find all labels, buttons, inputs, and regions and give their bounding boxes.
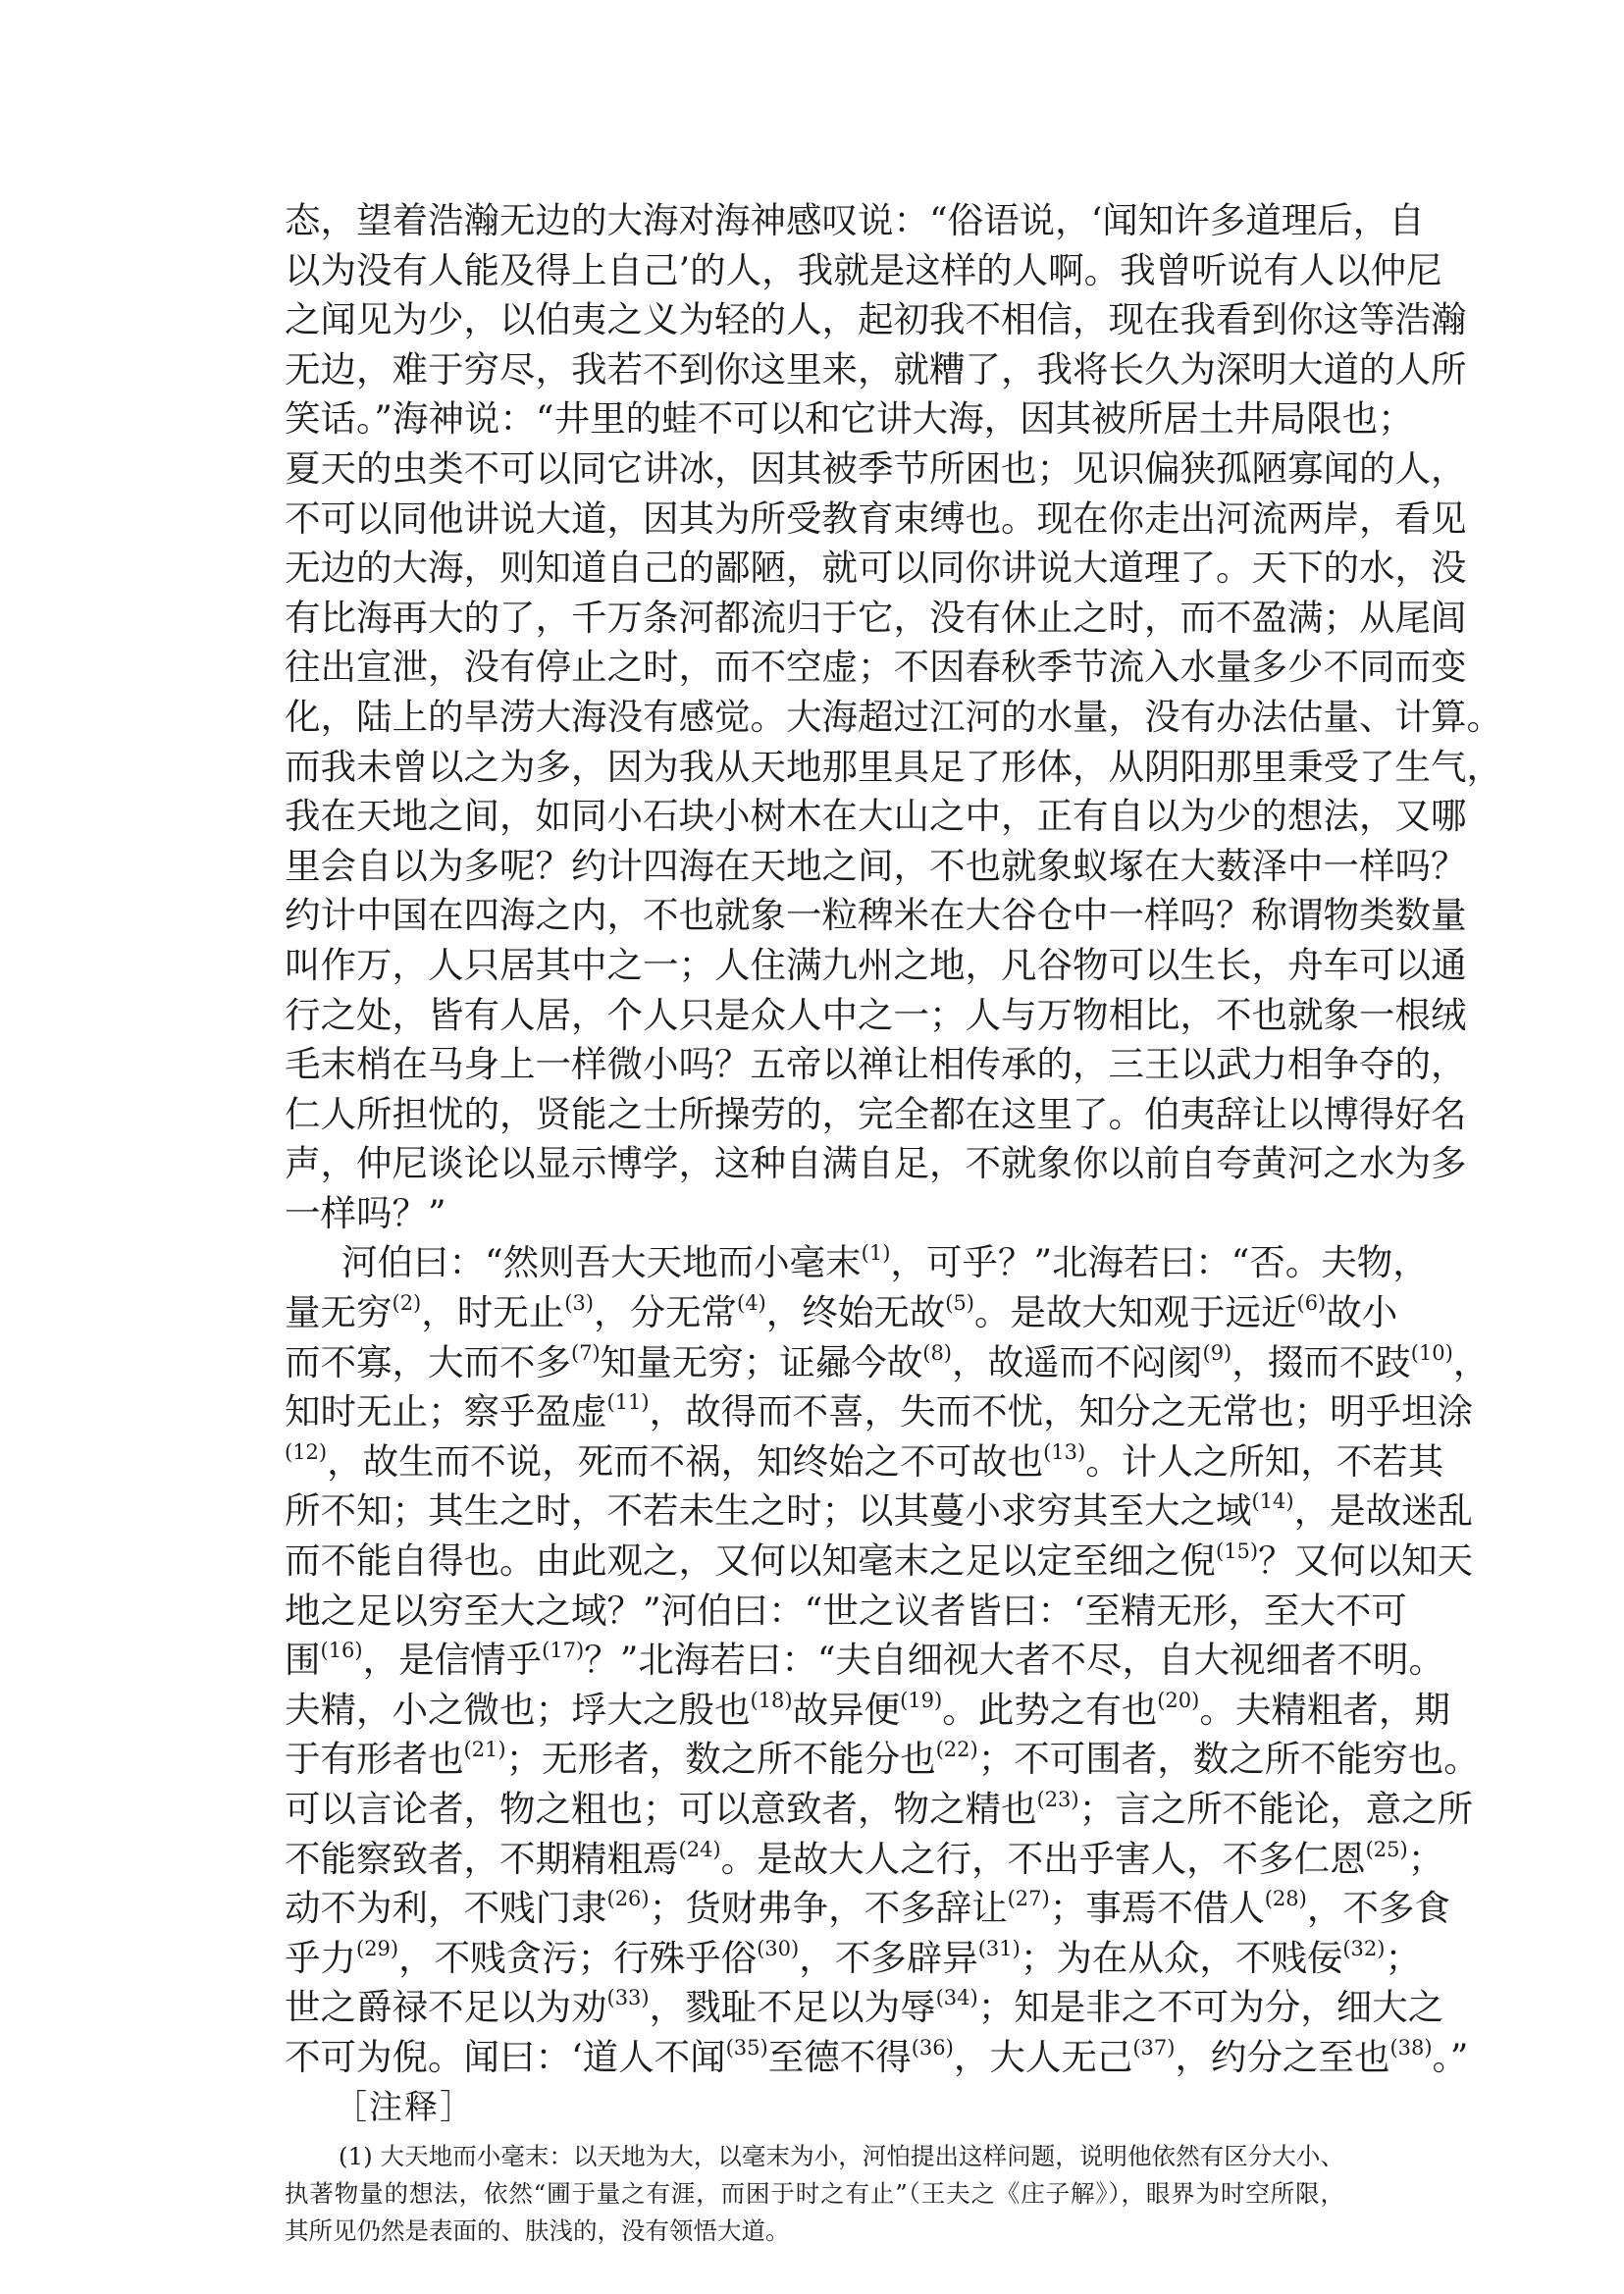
note-line: 执著物量的想法，依然“圃于量之有涯，而困于时之有止”（王夫之《庄子解》），眼界为时空所限， bbox=[285, 2178, 1344, 2208]
text-line: 以为没有人能及得上自己’的人，我就是这样的人啊。我曾听说有人以仲尼 bbox=[285, 248, 1442, 291]
text-line: 量无穷$^{(2)}$，时无止$^{(3)}$，分无常$^{(4)}$，终始无故$^{(5)}$。是故大知观于远近$^{(6)}$故小 bbox=[285, 1291, 1398, 1334]
footnote-ref: (4) bbox=[737, 1291, 766, 1316]
footnote-ref: (28) bbox=[1264, 1887, 1307, 1911]
footnote-ref: (10) bbox=[1410, 1340, 1453, 1365]
text-line: 世之爵禄不足以为劝$^{(33)}$，戮耻不足以为辱$^{(34)}$；知是非之不可为分，细大之 bbox=[285, 1986, 1444, 2029]
text-line: 声，仲尼谈论以显示博学，这种自满自足，不就象你以前自夸黄河之水为多 bbox=[285, 1142, 1467, 1185]
footnote-ref: (23) bbox=[1036, 1788, 1079, 1811]
text-line: 往出宣泄，没有停止之时，而不空虚；不因春秋季节流入水量多少不同而变 bbox=[285, 646, 1467, 689]
footnote-ref: (22) bbox=[935, 1738, 978, 1762]
footnote-ref: (33) bbox=[606, 1986, 650, 2010]
text-line: 知时无止；察乎盈虚$^{(11)}$，故得而不喜，失而不忧，知分之无常也；明乎坦涂 bbox=[285, 1390, 1474, 1434]
text-line: 约计中国在四海之内，不也就象一粒稗米在大谷仓中一样吗？称谓物类数量 bbox=[285, 894, 1467, 937]
footnote-ref: (17) bbox=[542, 1639, 585, 1663]
classical-paragraph bbox=[285, 1238, 1490, 2082]
footnote-ref: (20) bbox=[1157, 1688, 1200, 1712]
text-line: 不可为倪。闻曰：‘道人不闻$^{(35)}$至德不得$^{(36)}$，大人无己$^{(37)}$，约分之至也$^{(38)}$。” bbox=[285, 2035, 1469, 2078]
text-line: 之闻见为少，以伯夷之义为轻的人，起初我不相信，现在我看到你这等浩瀚 bbox=[285, 298, 1467, 341]
footnote-ref: (37) bbox=[1132, 2035, 1176, 2059]
text-line: 我在天地之间，如同小石块小树木在大山之中，正有自以为少的想法，又哪 bbox=[285, 795, 1467, 838]
translation-paragraph bbox=[285, 196, 1502, 1238]
text-line: 夏天的虫类不可以同它讲冰，因其被季节所困也；见识偏狭孤陋寡闻的人， bbox=[285, 446, 1467, 490]
footnote-ref: (7) bbox=[571, 1340, 601, 1365]
footnote-ref: (36) bbox=[911, 2035, 954, 2059]
footnote-ref: (34) bbox=[935, 1986, 978, 2010]
footnote-ref: (27) bbox=[1007, 1887, 1050, 1911]
footnote-ref: (26) bbox=[606, 1887, 650, 1911]
footnote-ref: (14) bbox=[1251, 1489, 1294, 1514]
footnote-ref: (11) bbox=[606, 1390, 650, 1415]
footnote-ref: (9) bbox=[1202, 1340, 1232, 1365]
footnote-ref: (12) bbox=[285, 1439, 328, 1464]
footnote-ref: (2) bbox=[392, 1291, 422, 1316]
text-line: 河伯曰：“然则吾大天地而小毫末$^{(1)}$，可乎？”北海若曰：“否。夫物， bbox=[341, 1241, 1429, 1284]
text-line: 里会自以为多呢？约计四海在天地之间，不也就象蚁塚在大薮泽中一样吗？ bbox=[285, 844, 1467, 887]
text-line: 无边，难于穷尽，我若不到你这里来，就糟了，我将长久为深明大道的人所 bbox=[285, 347, 1467, 391]
text-line: 态，望着浩瀚无边的大海对海神感叹说：“俗语说，‘闻知许多道理后，自 bbox=[285, 199, 1425, 241]
footnote-ref: (16) bbox=[320, 1639, 363, 1663]
text-line: $^{(12)}$，故生而不说，死而不祸，知终始之不可故也$^{(13)}$。计人之所知，不若其 bbox=[285, 1439, 1444, 1483]
footnote-ref: (15) bbox=[1216, 1539, 1259, 1564]
note-line: (1) 大天地而小毫末：以天地为大，以毫末为小，河怕提出这样问题，说明他依然有区分大小、 bbox=[339, 2141, 1344, 2170]
text-line: 所不知；其生之时，不若未生之时；以其蔓小求穷其至大之域$^{(14)}$，是故迷乱 bbox=[285, 1489, 1474, 1533]
footnote-ref: (19) bbox=[900, 1688, 943, 1712]
text-line: 一样吗？” bbox=[285, 1191, 446, 1234]
text-line: 笑话。”海神说：“井里的蛙不可以和它讲大海，因其被所居土井局限也； bbox=[285, 397, 1414, 441]
text-line: 可以言论者，物之粗也；可以意致者，物之精也$^{(23)}$；言之所不能论，意之所 bbox=[285, 1788, 1474, 1830]
text-line: 而不寡，大而不多$^{(7)}$知量无穷；证曏今故$^{(8)}$，故遥而不闷阂$^{(9)}$，掇而不跂$^{(10)}$， bbox=[285, 1340, 1490, 1383]
notes-section bbox=[285, 2138, 1344, 2250]
text-line: 不能察致者，不期精粗焉$^{(24)}$。是故大人之行，不出乎害人，不多仁恩$^{(25)}$； bbox=[285, 1837, 1444, 1880]
document-page bbox=[285, 196, 1502, 2250]
footnote-ref: (8) bbox=[922, 1340, 952, 1365]
footnote-ref: (25) bbox=[1365, 1837, 1408, 1861]
footnote-ref: (3) bbox=[564, 1291, 594, 1316]
footnote-ref: (1) bbox=[861, 1241, 891, 1266]
footnote-ref: (21) bbox=[463, 1738, 506, 1762]
text-line: 地之足以穷至大之域？”河伯曰：“世之议者皆曰：‘至精无形，至大不可 bbox=[285, 1589, 1407, 1632]
text-line: 夫精，小之微也；垺大之殷也$^{(18)}$故异便$^{(19)}$。此势之有也$^{(20)}$。夫精粗者，期 bbox=[285, 1688, 1450, 1731]
footnote-ref: (38) bbox=[1389, 2035, 1433, 2059]
footnote-ref: (24) bbox=[678, 1837, 721, 1861]
text-line: 于有形者也$^{(21)}$；无形者，数之所不能分也$^{(22)}$；不可围者，数之所不能穷也。 bbox=[285, 1738, 1480, 1781]
footnote-ref: (13) bbox=[1043, 1439, 1086, 1464]
text-line: 而不能自得也。由此观之，又何以知毫末之足以定至细之倪$^{(15)}$？又何以知天 bbox=[285, 1539, 1474, 1583]
footnote-ref: (35) bbox=[725, 2035, 768, 2059]
footnote-ref: (32) bbox=[1342, 1936, 1386, 1960]
footnote-ref: (31) bbox=[977, 1936, 1021, 1960]
text-line: 无边的大海，则知道自己的鄙陋，就可以同你讲说大道理了。天下的水，没 bbox=[285, 547, 1467, 590]
text-line: 动不为利，不贱门隶$^{(26)}$；货财弗争，不多辞让$^{(27)}$；事焉不借人$^{(28)}$，不多食 bbox=[285, 1887, 1450, 1930]
text-line: 毛末梢在马身上一样微小吗？五帝以禅让相传承的，三王以武力相争夺的， bbox=[285, 1043, 1467, 1086]
notes-heading: ［注释］ bbox=[334, 2087, 475, 2127]
footnote-ref: (18) bbox=[750, 1688, 793, 1712]
text-line: 而我未曾以之为多，因为我从天地那里具足了形体，从阴阳那里秉受了生气， bbox=[285, 745, 1502, 788]
text-line: 有比海再大的了，千万条河都流归于它，没有休止之时，而不盈满；从尾闾 bbox=[285, 596, 1467, 639]
footnote-ref: (30) bbox=[757, 1936, 800, 1960]
text-line: 乎力$^{(29)}$，不贱贪污；行殊乎俗$^{(30)}$，不多辟异$^{(31)}$；为在从众，不贱佞$^{(32)}$； bbox=[285, 1936, 1421, 1979]
footnote-ref: (5) bbox=[945, 1291, 974, 1316]
text-line: 围$^{(16)}$，是信情乎$^{(17)}$？”北海若曰：“夫自细视大者不尽，自大视细者不明。 bbox=[285, 1639, 1445, 1682]
text-line: 仁人所担忧的，贤能之士所操劳的，完全都在这里了。伯夷辞让以博得好名 bbox=[285, 1092, 1467, 1135]
text-line: 化，陆上的旱涝大海没有感觉。大海超过江河的水量，没有办法估量、计算。 bbox=[285, 695, 1502, 738]
text-line: 叫作万，人只居其中之一；人住满九州之地，凡谷物可以生长，舟车可以通 bbox=[285, 943, 1467, 986]
text-line: 不可以同他讲说大道，因其为所受教育束缚也。现在你走出河流两岸，看见 bbox=[285, 496, 1467, 540]
text-line: 行之处，皆有人居，个人只是众人中之一；人与万物相比，不也就象一根绒 bbox=[285, 993, 1467, 1036]
footnote-ref: (29) bbox=[356, 1936, 399, 1960]
note-line: 其所见仍然是表面的、肤浅的，没有领悟大道。 bbox=[285, 2216, 790, 2245]
footnote-ref: (6) bbox=[1296, 1291, 1327, 1316]
